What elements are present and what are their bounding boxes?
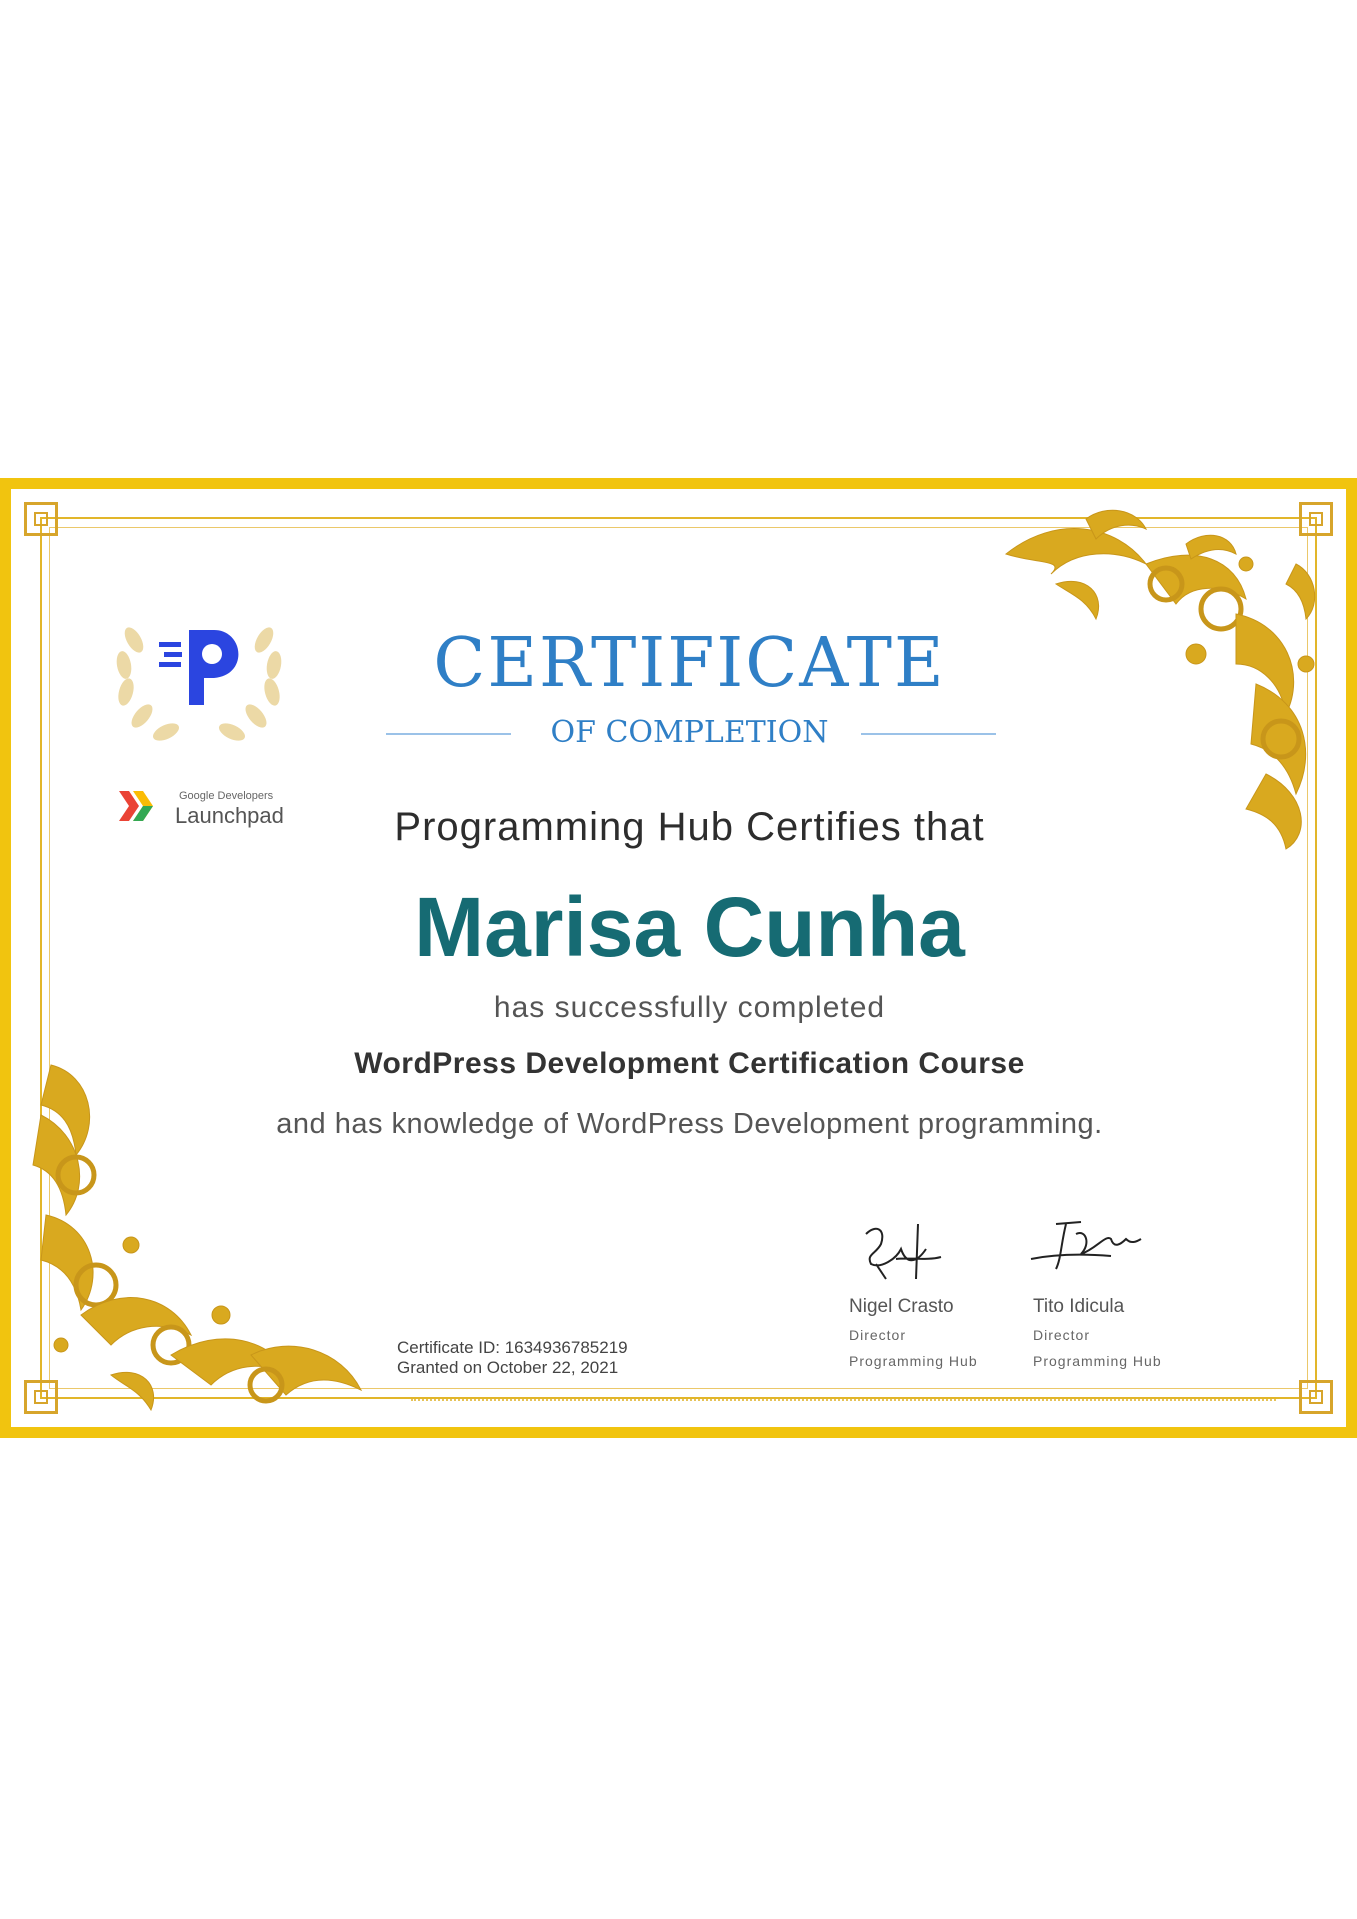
title-rule-right xyxy=(861,733,996,735)
signatory-2-org: Programming Hub xyxy=(1033,1353,1162,1369)
signature-tito xyxy=(1026,1214,1146,1274)
signatory-1-role: Director xyxy=(849,1327,907,1343)
signatory-1-name: Nigel Crasto xyxy=(849,1296,954,1317)
certificate-id: Certificate ID: 1634936785219 xyxy=(397,1338,628,1357)
course-name: WordPress Development Certification Course xyxy=(354,1047,1025,1080)
dotted-divider xyxy=(411,1399,1276,1401)
completed-line: has successfully completed xyxy=(493,991,886,1024)
corner-square-icon xyxy=(24,502,58,536)
corner-square-icon xyxy=(1299,1380,1333,1414)
signature-nigel xyxy=(856,1219,946,1284)
signatory-2-role: Director xyxy=(1033,1327,1091,1343)
granted-date: Granted on October 22, 2021 xyxy=(397,1358,619,1377)
knowledge-line: and has knowledge of WordPress Development programming. xyxy=(276,1108,1103,1140)
recipient-name: Marisa Cunha xyxy=(414,880,965,974)
launchpad-small-text: Google Developers xyxy=(179,790,274,802)
certificate-subtitle: OF COMPLETION xyxy=(550,715,829,750)
signatory-2-name: Tito Idicula xyxy=(1033,1296,1125,1317)
launchpad-text: Launchpad xyxy=(175,803,284,828)
certificate xyxy=(0,478,1357,1438)
certifies-line: Programming Hub Certifies that xyxy=(394,805,985,849)
signatory-1-org: Programming Hub xyxy=(849,1353,978,1369)
certificate-title: CERTIFICATE xyxy=(433,624,946,703)
